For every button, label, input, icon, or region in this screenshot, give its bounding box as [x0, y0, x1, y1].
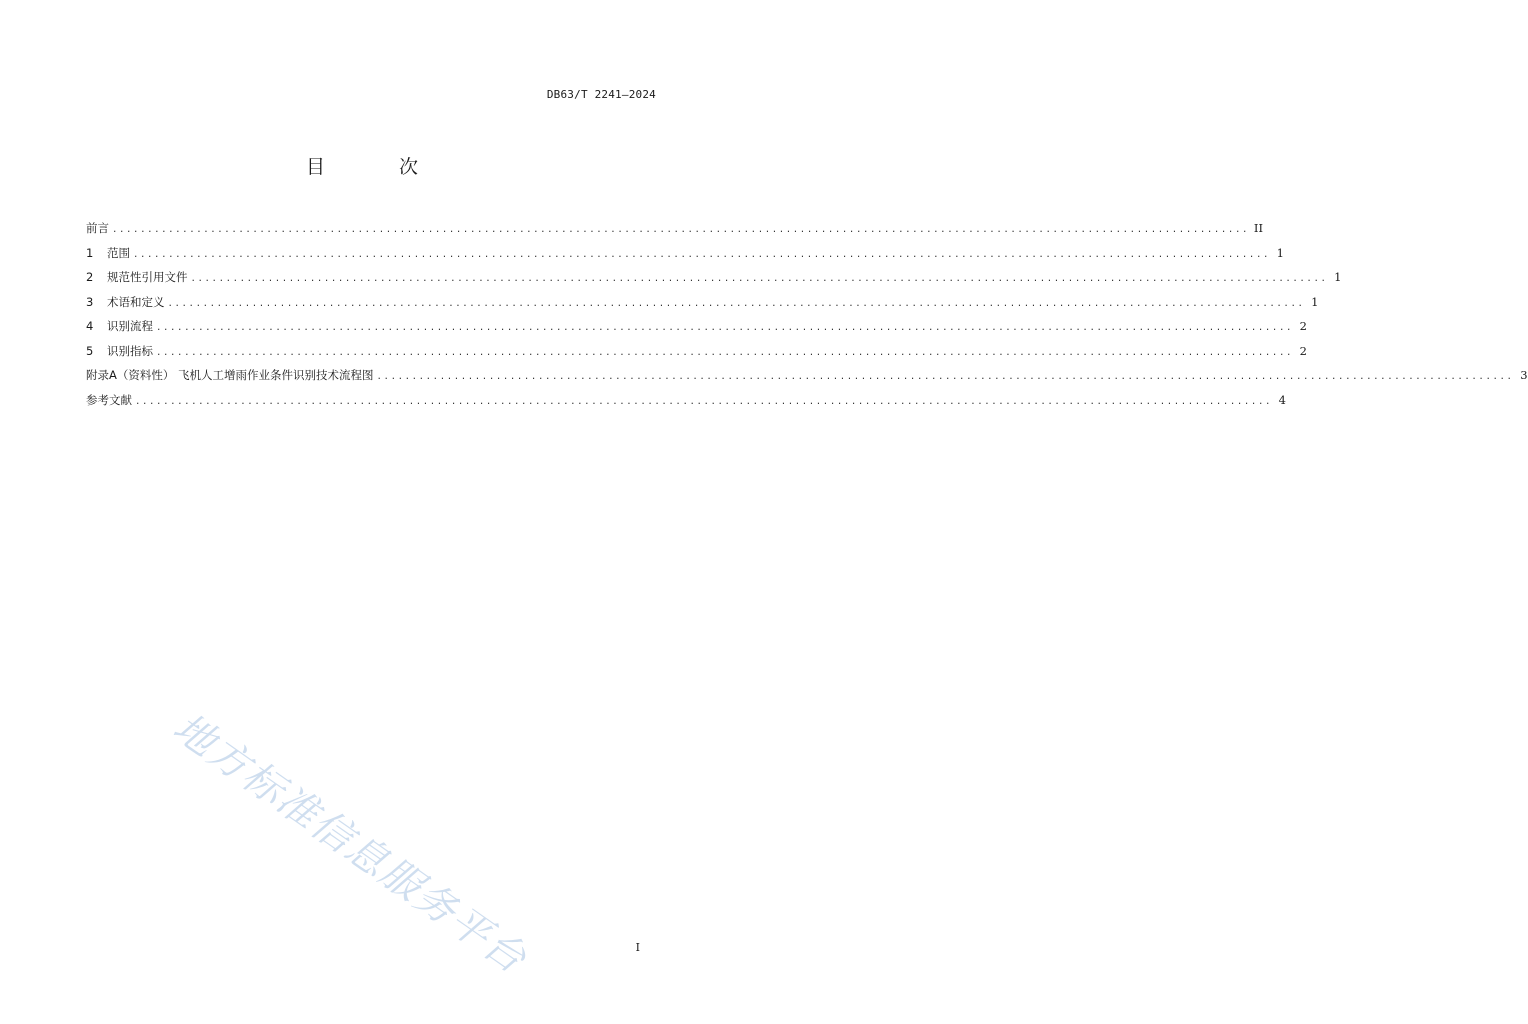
toc-entry-number: 3: [86, 294, 94, 309]
standard-code: DB63/T 2241—2024: [546, 88, 656, 101]
toc-page-number: 2: [1299, 319, 1307, 333]
toc-page-number: 4: [1278, 392, 1286, 407]
toc-entry-identification-process[interactable]: [86, 318, 1307, 343]
toc-entry-foreword[interactable]: [86, 220, 1263, 245]
toc-page-number: II: [1253, 221, 1263, 235]
toc-leader-dots: ..................................................................................................................................................................: [133, 249, 1270, 260]
toc-entry-text: 识别流程: [107, 319, 153, 333]
toc-entry-number: 1: [86, 245, 94, 260]
toc-leader-dots: ..................................................................................................................................................................: [156, 347, 1293, 358]
toc-page-number: 3: [1520, 368, 1528, 382]
toc-entry-text: 规范性引用文件: [107, 270, 188, 284]
toc-entry-text: 前言: [86, 221, 109, 235]
watermark: 地方标准信息服务平台: [164, 704, 536, 984]
toc-entry-number: 4: [86, 319, 94, 333]
toc-entry-text: 附录A（资料性） 飞机人工增雨作业条件识别技术流程图: [86, 368, 374, 382]
toc-leader-dots: ..................................................................................................................................................................: [156, 323, 1293, 333]
toc-entry-number: 5: [86, 343, 94, 358]
toc-leader-dots: ..................................................................................................................................................................: [135, 396, 1272, 407]
toc-page-number: 2: [1299, 343, 1307, 358]
toc-leader-dots: ..................................................................................................................................................................: [167, 298, 1305, 309]
toc-page-number: 1: [1311, 294, 1319, 309]
toc-entry-terms-definitions[interactable]: [86, 294, 1319, 319]
toc-entry-text: 术语和定义: [107, 294, 165, 309]
toc-leader-dots: ..................................................................................................................................................................: [190, 274, 1328, 284]
toc-page-number: 1: [1334, 270, 1342, 284]
toc-entry-normative-references[interactable]: [86, 269, 1342, 294]
toc-entry-number: 2: [86, 270, 94, 284]
toc-entry-scope[interactable]: [86, 245, 1284, 270]
toc-entry-identification-indicators[interactable]: [86, 343, 1307, 368]
toc-leader-dots: ..................................................................................................................................................................: [376, 372, 1514, 382]
toc-entry-text: 参考文献: [86, 392, 132, 407]
footer-page-number: I: [635, 941, 640, 954]
toc-title: 目 次: [305, 156, 453, 178]
toc-entry-bibliography[interactable]: [86, 392, 1286, 417]
toc-entry-appendix-a[interactable]: [86, 367, 1528, 392]
toc-leader-dots: ..................................................................................................................................................................: [112, 225, 1249, 235]
toc-entry-text: 范围: [107, 245, 130, 260]
toc-entry-text: 识别指标: [107, 343, 153, 358]
toc-page-number: 1: [1276, 245, 1284, 260]
toc-list: [86, 220, 1528, 416]
